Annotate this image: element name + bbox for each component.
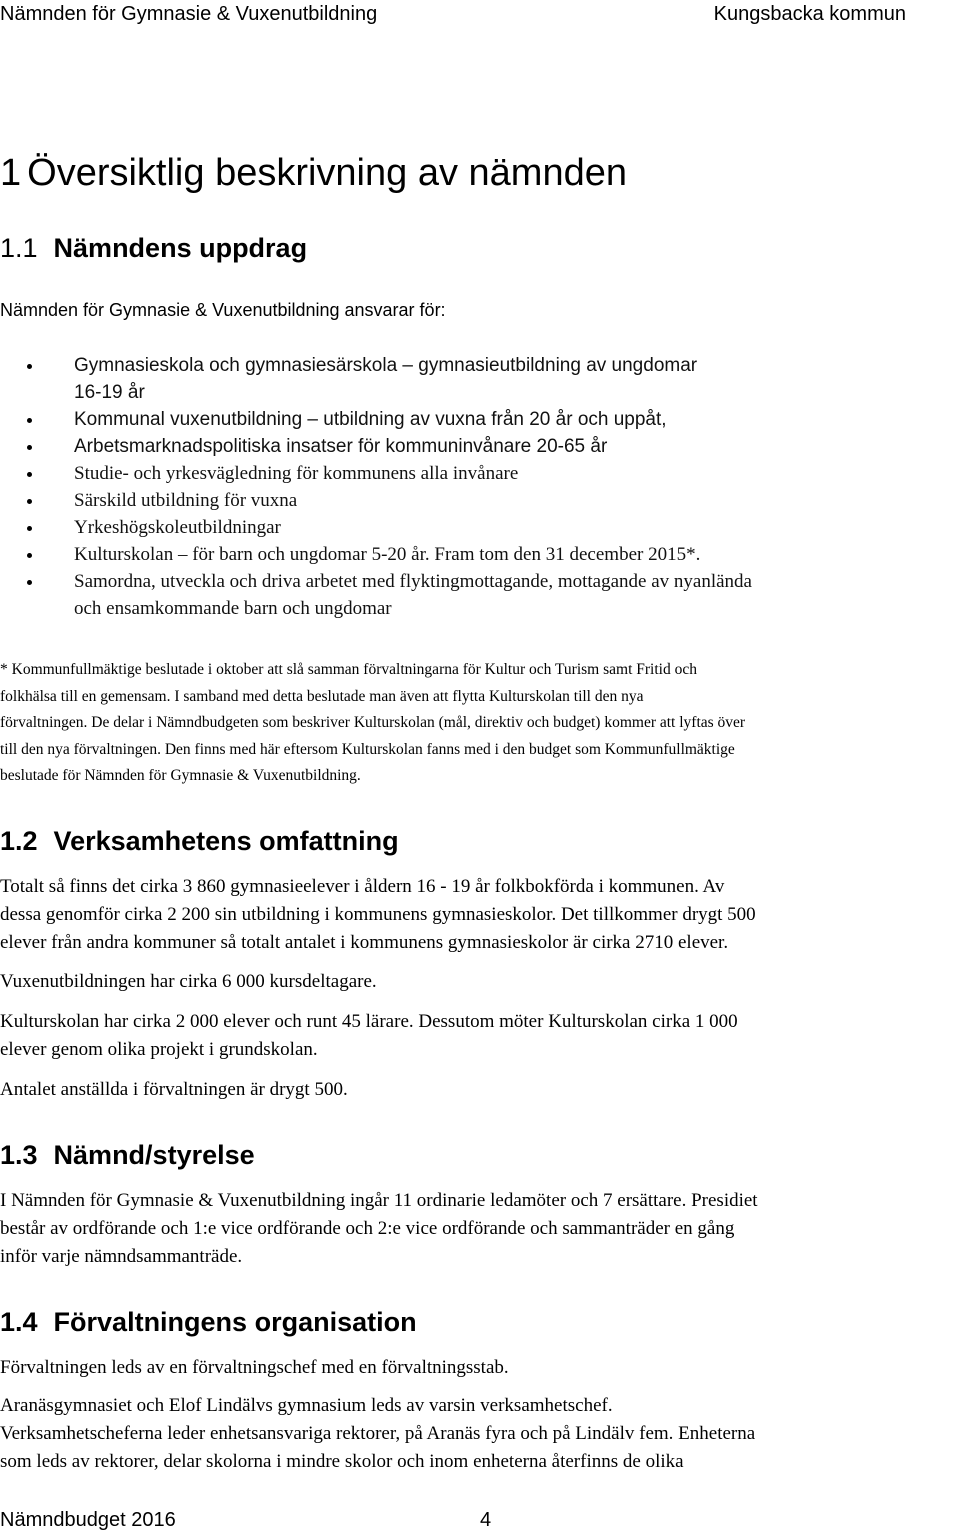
list-item: Studie- och yrkesvägledning för kommunens alla invånare (0, 460, 960, 487)
section-1-2-paragraph-2: Vuxenutbildningen har cirka 6 000 kursdeltagare. (0, 971, 377, 992)
section-1-3-number: 1.3 (0, 1140, 38, 1170)
header-right: Kungsbacka kommun (713, 3, 906, 25)
section-1-1-intro: Nämnden för Gymnasie & Vuxenutbildning ansvarar för: (0, 300, 446, 320)
list-item: Yrkeshögskoleutbildningar (0, 514, 960, 541)
section-1-1-title: Nämndens uppdrag (53, 233, 308, 263)
section-1-2-paragraph-4: Antalet anställda i förvaltningen är drygt 500. (0, 1079, 348, 1100)
footnote: * Kommunfullmäktige beslutade i oktober att slå samman förvaltningarna för Kultur och Turism samt Fritid och folkhälsa till en gemensam. I samband med detta beslutade man även att flytta Kulturskolan till den nya förvaltningen. De delar i Nämndbudgeten som beskriver Kulturskolan (mål, direktiv och budget) kommer att lyftas över till den nya förvaltningen. Den finns med här eftersom Kulturskolan fanns med i den budget som Kommunfullmäktige beslutade för Nämnden för Gymnasie & Vuxenutbildning. (0, 661, 746, 784)
section-1-2-heading (0, 825, 399, 857)
list-item: Gymnasieskola och gymnasiesärskola – gymnasieutbildning av ungdomar 16-19 år (0, 352, 960, 406)
list-item: Arbetsmarknadspolitiska insatser för kommuninvånare 20-65 år (0, 433, 960, 460)
bullet-icon (27, 580, 32, 585)
list-item: Samordna, utveckla och driva arbetet med flyktingmottagande, mottagande av nyanlända och ensamkommande barn och ungdomar (0, 568, 960, 622)
footer-title: Nämndbudget 2016 (0, 1509, 176, 1531)
section-1-1-heading (0, 232, 307, 264)
section-1-heading (0, 150, 627, 196)
section-1-4-paragraph-1: Förvaltningen leds av en förvaltningschef med en förvaltningsstab. (0, 1357, 509, 1378)
bullet-icon (27, 445, 32, 450)
section-1-2-number: 1.2 (0, 826, 38, 856)
section-1-number: 1 (0, 152, 22, 194)
section-1-2-paragraph-1: Totalt så finns det cirka 3 860 gymnasieelever i åldern 16 - 19 år folkbokförda i kommunen. Av dessa genomför cirka 2 200 sin utbildning i kommunens gymnasieskolor. Det tillkommer drygt 500 elever från andra kommuner så totalt antalet i kommunens gymnasieskolor är cirka 2710 elever. (0, 876, 756, 953)
bullet-icon (27, 553, 32, 558)
section-1-3-title: Nämnd/styrelse (53, 1140, 255, 1170)
list-item: Särskild utbildning för vuxna (0, 487, 960, 514)
section-1-3-heading (0, 1139, 255, 1171)
section-1-2-title: Verksamhetens omfattning (53, 826, 399, 856)
page-number: 4 (480, 1509, 492, 1531)
bullet-icon (27, 364, 32, 369)
section-1-1-number: 1.1 (0, 233, 38, 263)
bullet-icon (27, 472, 32, 477)
bullet-icon (27, 526, 32, 531)
section-1-3-paragraph: I Nämnden för Gymnasie & Vuxenutbildning ingår 11 ordinarie ledamöter och 7 ersättare. Presidiet består av ordförande och 1:e vice ordförande och 2:e vice ordförande och sammanträder en gång inför varje nämndsammanträde. (0, 1190, 758, 1267)
section-1-4-number: 1.4 (0, 1307, 38, 1337)
bullet-icon (27, 418, 32, 423)
responsibility-list (0, 352, 960, 622)
section-1-4-heading (0, 1306, 417, 1338)
list-item: Kulturskolan – för barn och ungdomar 5-20 år. Fram tom den 31 december 2015*. (0, 541, 960, 568)
section-1-title: Översiktlig beskrivning av nämnden (27, 152, 627, 194)
section-1-2-paragraph-3: Kulturskolan har cirka 2 000 elever och runt 45 lärare. Dessutom möter Kulturskolan cirka 1 000 elever genom olika projekt i grundskolan. (0, 1011, 738, 1060)
section-1-4-paragraph-2: Aranäsgymnasiet och Elof Lindälvs gymnasium leds av varsin verksamhetschef. Verksamhetscheferna leder enhetsansvariga rektorer, på Aranäs fyra och på Lindälv fem. Enheterna som leds av rektorer, delar skolorna i mindre skolor och inom enheterna återfinns de olika (0, 1395, 756, 1472)
list-item: Kommunal vuxenutbildning – utbildning av vuxna från 20 år och uppåt, (0, 406, 960, 433)
bullet-icon (27, 499, 32, 504)
section-1-4-title: Förvaltningens organisation (53, 1307, 417, 1337)
header-left: Nämnden för Gymnasie & Vuxenutbildning (0, 3, 378, 25)
